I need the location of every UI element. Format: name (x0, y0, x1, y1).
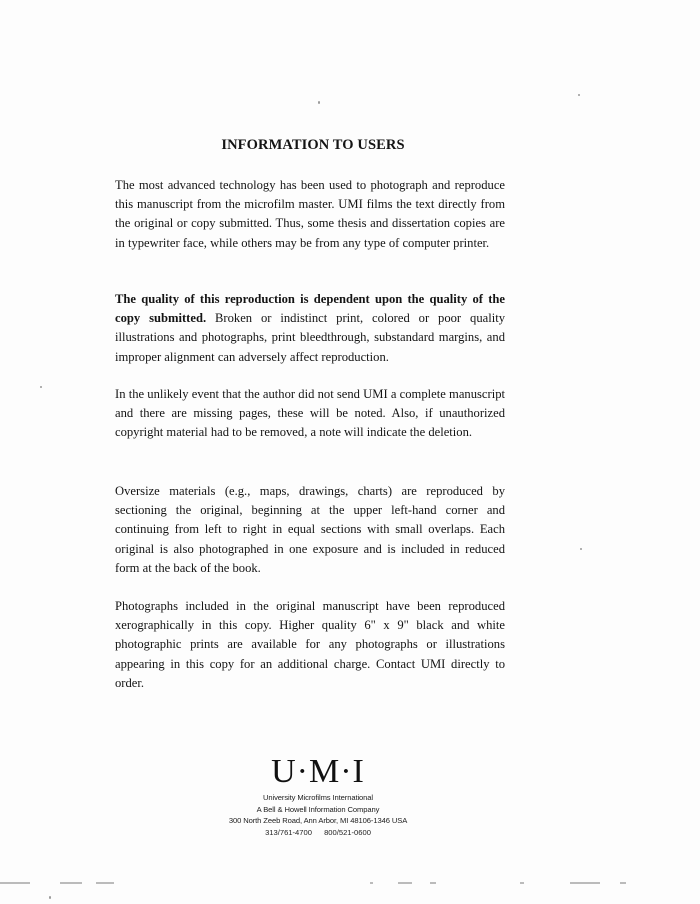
paragraph-photographs: Photographs included in the original manuscript have been reproduced xerographically in this copy. Higher quality 6" x 9" black and white photographic prints are available for any photographs or illustrations appearing in this copy for an additional charge. Contact UMI directly to order. (115, 599, 505, 690)
publisher-company: A Bell & Howell Information Company (256, 804, 380, 814)
scan-speck (580, 548, 582, 550)
publisher-name: University Microfilms International (262, 793, 374, 802)
scan-edge-mark (370, 882, 373, 884)
scan-edge-mark (520, 882, 524, 884)
phone-tollfree: 800/521-0600 (324, 827, 371, 837)
scan-edge-mark (0, 882, 30, 884)
paragraph-quality (115, 290, 505, 367)
scan-edge-mark (570, 882, 600, 884)
umi-logo: U·M·I (271, 753, 365, 790)
scan-speck (49, 896, 51, 899)
scan-edge-mark (60, 882, 82, 884)
publisher-phones (0, 827, 636, 839)
scan-speck (318, 101, 320, 104)
scan-edge-mark (398, 882, 412, 884)
scan-speck (578, 94, 580, 96)
scan-edge-mark (430, 882, 436, 884)
phone-local: 313/761-4700 (265, 827, 312, 837)
paragraph-technology: The most advanced technology has been used to photograph and reproduce this manuscript from the microfilm master. UMI films the text directly from the original or copy submitted. Thus, some thesis and dissertation copies are in typewriter face, while others may be from any type of computer printer. (115, 178, 505, 250)
paragraph-quality-rest: Broken or indistinct print, colored or poor quality illustrations and photographs, print bleedthrough, substandard margins, and improper alignment can adversely affect reproduction. (115, 311, 505, 364)
paragraph-oversize: Oversize materials (e.g., maps, drawings, charts) are reproduced by sectioning the original, beginning at the upper left-hand corner and continuing from left to right in equal sections with small overlaps. Each original is also photographed in one exposure and is included in reduced form at the back of the book. (115, 484, 505, 575)
scan-edge-mark (96, 882, 114, 884)
scan-speck (40, 386, 42, 388)
publisher-footer (0, 752, 636, 838)
publisher-address: 300 North Zeeb Road, Ann Arbor, MI 48106-1346 USA (228, 816, 408, 825)
page-heading: INFORMATION TO USERS (221, 137, 405, 153)
scan-edge-mark (620, 882, 626, 884)
paragraph-quality-lead: The quality of this reproduction is dependent upon the quality of the copy submitted. (115, 292, 505, 326)
paragraph-missing-pages: In the unlikely event that the author did not send UMI a complete manuscript and there are missing pages, these will be noted. Also, if unauthorized copyright material had to be removed, a note will indicate the deletion. (115, 387, 505, 440)
